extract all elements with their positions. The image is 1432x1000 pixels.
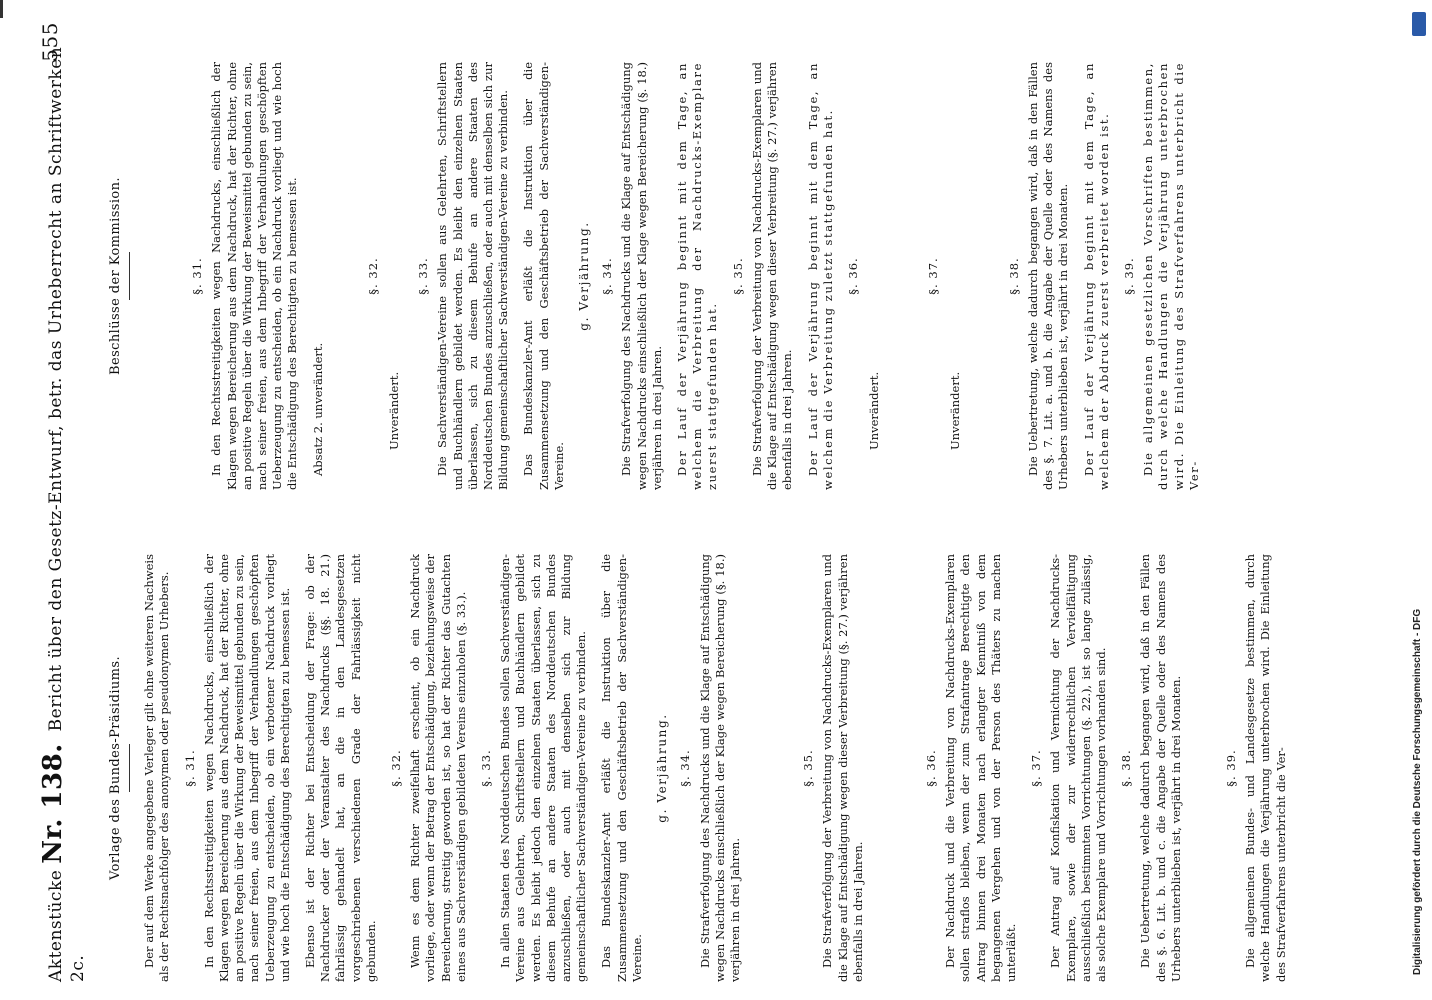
- section-label: §. 38.: [1006, 257, 1021, 295]
- section-text: Der Antrag auf Konfiskation und Vernichtung der Nachdrucks-Exemplare, sowie der zur widerrechtlichen Vervielfältigung ausschließlich bestimmten Vorrichtungen (§. 22.), ist so lange zulässig, als solche Exemplare und Vorrichtungen vorhanden sind.: [1048, 554, 1108, 982]
- section-label: §. 34.: [678, 749, 693, 787]
- subheading-verjaehrung: g. Verjährung.: [655, 713, 670, 823]
- section-label: §. 33.: [479, 749, 494, 787]
- section-text: Wenn es dem Richter zweifelhaft erscheint, ob ein Nachdruck vorliege, oder wenn der Betrag der Entschädigung, beziehungsweise der Bereicherung, streitig geworden ist, so hat der Richter das Gutachten eines aus Sachverständigen gebildeten Vereins einzuholen (§. 33.).: [408, 554, 468, 982]
- section-text: Die Uebertretung, welche dadurch begangen wird, daß in den Fällen des §. 7. Lit. a. und b. die Angabe der Quelle oder des Namens des Urhebers unterblieben ist, verjährt in drei Monaten.: [1025, 62, 1071, 490]
- section-text: In allen Staaten des Norddeutschen Bundes sollen Sachverständigen-Vereine aus Gelehrten, Schriftstellern und Buchhändlern gebildet werden. Es bleibt jedoch den einzelnen Staaten überlassen, sich zu diesem Behufe an andere Staaten des Norddeutschen Bundes anzuschließen, oder auch mit denselben sich zur Bildung gemeinschaftlicher Sachverständigen-Vereine zu verbinden.: [498, 554, 589, 982]
- heading-rule: [129, 252, 130, 300]
- digitization-note-text: Digitalisierung gefördert durch die Deutsche Forschungsgemeinschaft - DFG: [1412, 608, 1423, 975]
- spacer: [896, 62, 918, 490]
- section-text: Die Sachverständigen-Vereine sollen aus Gelehrten, Schriftstellern und Buchhändlern gebildet werden. Es bleibt den einzelnen Staaten überlassen, sich zu diesem Behufe an andere Staaten des Norddeutschen Bundes anzuschließen, oder auch mit denselben sich zur Bildung gemeinschaftlicher Sachverständigen-Vereine zu verbinden.: [435, 62, 511, 490]
- section-text: Der Nachdruck und die Verbreitung von Nachdrucks-Exemplaren sollen straflos bleiben, wenn der zum Strafantrage Berechtigte den Antrag binnen drei Monaten nach erlangter Kenntniß von dem begangenen Vergehen und von der Person des Thäters zu machen unterläßt.: [943, 554, 1018, 982]
- section-text: Die Uebertretung, welche dadurch begangen wird, daß in den Fällen des §. 6. Lit. b. und c. die Angabe der Quelle oder des Namens des Urhebers unterblieben ist, verjährt in drei Monaten.: [1138, 554, 1183, 982]
- section-text: Unverändert.: [947, 371, 962, 450]
- section-text: Die Strafverfolgung der Verbreitung von Nachdrucks-Exemplaren und die Klage auf Entschädigung wegen dieser Verbreitung (§. 27.) verjähren ebenfalls in drei Jahren.: [749, 62, 795, 490]
- section-label: §. 32.: [389, 749, 404, 787]
- section-label: §. 35.: [801, 749, 816, 787]
- intro-paragraph: Der auf dem Werke angegebene Verleger gilt ohne weiteren Nachweis als der Rechtsnachfolger des anonymen oder pseudonymen Urhebers.: [142, 554, 172, 982]
- column-beschluesse: [108, 62, 1328, 490]
- section-text: Das Bundeskanzler-Amt erläßt die Instruktion über die Zusammensetzung und den Geschäftsbetrieb der Sachverständigen-Vereine.: [599, 554, 644, 982]
- spacer: [876, 554, 916, 982]
- section-text: Absatz 2. unverändert.: [310, 342, 325, 476]
- section-text: Ebenso ist der Richter bei Entscheidung der Frage: ob der Nachdrucker oder der Veranstalter des Nachdrucks (§§. 18. 21.) fahrlässig gehandelt hat, an die in den Landesgesetzen vorgeschriebenen verschiedenen Grade der Fahrlässigkeit nicht gebunden.: [303, 554, 378, 982]
- section-label: §. 32.: [365, 257, 380, 295]
- section-text-spaced: Der Lauf der Verjährung beginnt mit dem Tage, an welchem der Abdruck zuerst verbreitet worden ist.: [1081, 62, 1111, 490]
- subheading-verjaehrung: g. Verjährung.: [577, 221, 592, 331]
- spacer: [977, 62, 999, 490]
- section-label: §. 31.: [182, 749, 197, 787]
- section-text: Unverändert.: [867, 371, 882, 450]
- section-label: §. 36.: [923, 749, 938, 787]
- section-label: §. 34.: [600, 257, 615, 295]
- section-text-spaced: Die allgemeinen gesetzlichen Vorschriften bestimmen, durch welche Handlungen die Verjährung unterbrochen wird. Die Einleitung des Strafverfahrens unterbricht die Ver-: [1141, 62, 1201, 490]
- section-text: In den Rechtsstreitigkeiten wegen Nachdrucks, einschließlich der Klagen wegen Bereicherung aus dem Nachdruck, hat der Richter, ohne an positive Regeln über die Wirkung der Beweismittel gebunden zu sein, nach seiner freien, aus dem Inbegriff der Verhandlungen geschöpften Ueberzeugung zu entscheiden, ob ein Nachdruck vorliegt und wie hoch die Entschädigung des Berechtigten zu bemessen ist.: [209, 62, 300, 490]
- spacer: [336, 62, 358, 490]
- section-label: §. 39.: [1121, 257, 1136, 295]
- section-text: Unverändert.: [387, 371, 402, 450]
- section-text: Das Bundeskanzler-Amt erläßt die Instruktion über die Zusammensetzung und den Geschäftsbetrieb der Sachverständigen-Vereine.: [521, 62, 566, 490]
- heading-rule: [129, 744, 130, 792]
- header-title: Bericht über den Gesetz-Entwurf, betr. das Urheberrecht an Schriftwerken 2c.: [46, 46, 88, 982]
- column-heading-left: Vorlage des Bundes-Präsidiums.: [108, 656, 123, 881]
- section-label: §. 37.: [926, 257, 941, 295]
- page-number: 555: [38, 22, 62, 62]
- digitization-note: [1410, 20, 1428, 980]
- column-vorlage: [108, 554, 1328, 982]
- column-heading-right: Beschlüsse der Kommission.: [108, 177, 123, 375]
- spacer: [1194, 554, 1216, 982]
- header-doc-prefix: Aktenstücke: [46, 869, 66, 982]
- section-text: Die Strafverfolgung des Nachdrucks und die Klage auf Entschädigung wegen Nachdrucks einschließlich der Klage wegen Bereicherung (§. 18.) verjähren in drei Jahren.: [619, 62, 664, 490]
- spacer: [753, 554, 793, 982]
- header-title-line: [38, 22, 88, 982]
- section-text: In den Rechtsstreitigkeiten wegen Nachdrucks, einschließlich der Klagen wegen Bereicherung aus dem Nachdruck, hat der Richter, ohne an positive Regeln über die Wirkung der Beweismittel gebunden zu sein, nach seiner freien, aus dem Inbegriff der Verhandlungen geschöpften Ueberzeugung zu entscheiden, ob ein verbotener Nachdruck vorliegt und wie hoch die Entschädigung des Berechtigten zu bemessen ist.: [201, 554, 292, 982]
- section-text: Die Strafverfolgung der Verbreitung von Nachdrucks-Exemplaren und die Klage auf Entschädigung wegen dieser Verbreitung (§. 27.) verjähren ebenfalls in drei Jahren.: [820, 554, 865, 982]
- section-label: §. 31.: [190, 257, 205, 295]
- section-label: §. 33.: [416, 257, 431, 295]
- section-label: §. 35.: [730, 257, 745, 295]
- section-text: Die allgemeinen Bundes- und Landesgesetze bestimmen, durch welche Handlungen die Verjährung unterbrochen wird. Die Einleitung des Strafverfahrens unterbricht die Ver-: [1243, 554, 1288, 982]
- section-label: §. 36.: [845, 257, 860, 295]
- spacer: [142, 62, 182, 490]
- section-label: §. 38.: [1119, 749, 1134, 787]
- section-text: Die Strafverfolgung des Nachdrucks und die Klage auf Entschädigung wegen Nachdrucks einschließlich der Klage wegen Bereicherung (§. 18.) verjähren in drei Jahren.: [697, 554, 742, 982]
- section-text-spaced: Der Lauf der Verjährung beginnt mit dem Tage, an welchem die Verbreitung der Nachdrucks-Exemplare zuerst stattgefunden hat.: [675, 62, 720, 490]
- page-header: [30, 22, 88, 982]
- section-text-spaced: Der Lauf der Verjährung beginnt mit dem Tage, an welchem die Verbreitung zuletzt stattgefunden hat.: [805, 62, 835, 490]
- section-label: §. 39.: [1223, 749, 1238, 787]
- header-doc-number: Nr. 138.: [38, 743, 68, 864]
- section-label: §. 37.: [1029, 749, 1044, 787]
